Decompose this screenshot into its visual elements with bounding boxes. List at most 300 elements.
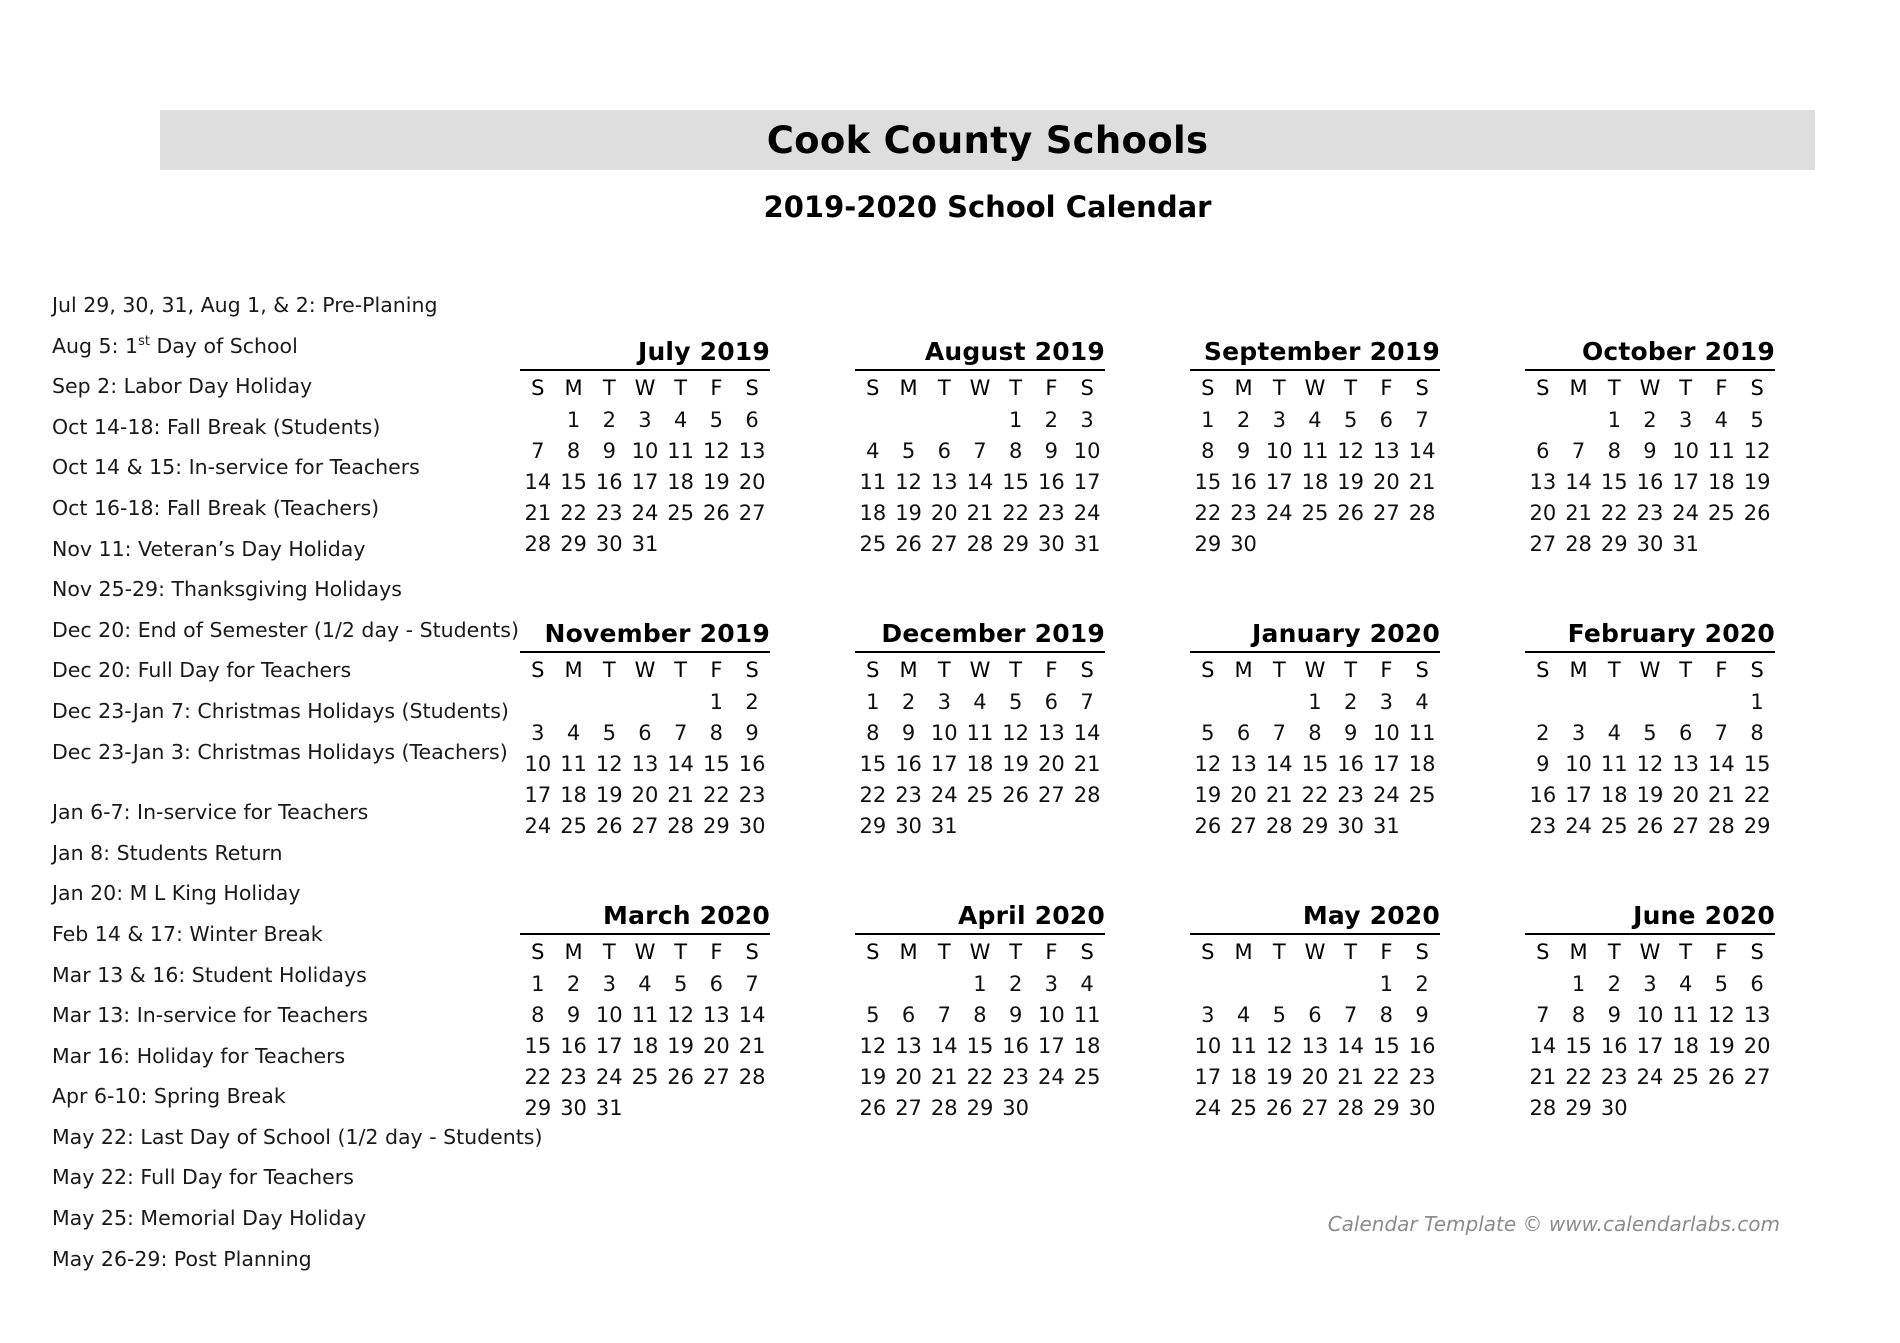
day-cell[interactable]: 28 <box>738 1064 766 1089</box>
day-cell[interactable]: 19 <box>1194 782 1222 807</box>
day-cell[interactable]: 21 <box>966 500 994 525</box>
day-cell[interactable]: 7 <box>1343 1002 1358 1027</box>
day-cell[interactable]: 24 <box>1073 500 1101 525</box>
day-cell[interactable]: 7 <box>745 971 759 996</box>
day-cell[interactable]: 9 <box>1044 438 1059 463</box>
day-cell[interactable]: 21 <box>738 1033 766 1058</box>
day-cell[interactable]: 6 <box>1678 720 1693 745</box>
day-cell[interactable]: 25 <box>1073 1064 1101 1089</box>
day-cell[interactable]: 18 <box>1301 469 1329 494</box>
day-cell[interactable]: 2 <box>1415 971 1429 996</box>
day-cell[interactable]: 31 <box>1073 531 1101 556</box>
day-cell[interactable]: 28 <box>1073 782 1101 807</box>
day-cell[interactable]: 6 <box>709 971 724 996</box>
day-cell[interactable]: 28 <box>1337 1095 1365 1120</box>
day-cell[interactable]: 10 <box>595 1002 623 1027</box>
day-cell[interactable]: 16 <box>1230 469 1257 494</box>
day-cell[interactable]: 16 <box>1636 469 1664 494</box>
day-cell[interactable]: 13 <box>1672 751 1700 776</box>
day-cell[interactable]: 1 <box>709 689 724 714</box>
day-cell[interactable]: 9 <box>1643 438 1657 463</box>
day-cell[interactable]: 9 <box>1008 1002 1023 1027</box>
day-cell[interactable]: 6 <box>1236 720 1251 745</box>
day-cell[interactable]: 14 <box>1408 438 1436 463</box>
day-cell[interactable]: 30 <box>738 813 766 838</box>
day-cell[interactable]: 1 <box>566 407 581 432</box>
day-cell[interactable]: 20 <box>1743 1033 1771 1058</box>
day-cell[interactable]: 22 <box>560 500 587 525</box>
day-cell[interactable]: 2 <box>1643 407 1657 432</box>
day-cell[interactable]: 10 <box>524 751 552 776</box>
day-cell[interactable]: 8 <box>1379 1002 1394 1027</box>
day-cell[interactable]: 15 <box>1194 469 1222 494</box>
day-cell[interactable]: 3 <box>638 407 652 432</box>
day-cell[interactable]: 2 <box>745 689 759 714</box>
day-cell[interactable]: 3 <box>602 971 616 996</box>
day-cell[interactable]: 1 <box>1607 407 1621 432</box>
day-cell[interactable]: 17 <box>1636 1033 1664 1058</box>
day-cell[interactable]: 2 <box>1343 689 1358 714</box>
day-cell[interactable]: 10 <box>1265 438 1293 463</box>
day-cell[interactable]: 14 <box>738 1002 766 1027</box>
day-cell[interactable]: 31 <box>1672 531 1700 556</box>
day-cell[interactable]: 26 <box>1002 782 1030 807</box>
day-cell[interactable]: 17 <box>631 469 659 494</box>
day-cell[interactable]: 10 <box>631 438 659 463</box>
day-cell[interactable]: 30 <box>1002 1095 1030 1120</box>
day-cell[interactable]: 28 <box>1408 500 1436 525</box>
day-cell[interactable]: 3 <box>1678 407 1693 432</box>
day-cell[interactable]: 11 <box>560 751 587 776</box>
day-cell[interactable]: 15 <box>966 1033 994 1058</box>
day-cell[interactable]: 4 <box>1308 407 1322 432</box>
day-cell[interactable]: 27 <box>1743 1064 1771 1089</box>
day-cell[interactable]: 13 <box>631 751 659 776</box>
day-cell[interactable]: 7 <box>1272 720 1286 745</box>
day-cell[interactable]: 12 <box>1743 438 1771 463</box>
day-cell[interactable]: 5 <box>1714 971 1729 996</box>
day-cell[interactable]: 27 <box>1672 813 1700 838</box>
day-cell[interactable]: 25 <box>1301 500 1329 525</box>
day-cell[interactable]: 9 <box>1343 720 1358 745</box>
day-cell[interactable]: 2 <box>1236 407 1251 432</box>
day-cell[interactable]: 15 <box>1565 1033 1592 1058</box>
day-cell[interactable]: 22 <box>859 782 887 807</box>
day-cell[interactable]: 8 <box>1201 438 1215 463</box>
day-cell[interactable]: 3 <box>1272 407 1286 432</box>
day-cell[interactable]: 7 <box>1080 689 1094 714</box>
day-cell[interactable]: 27 <box>895 1095 922 1120</box>
day-cell[interactable]: 7 <box>1536 1002 1550 1027</box>
day-cell[interactable]: 27 <box>738 500 766 525</box>
day-cell[interactable]: 10 <box>1565 751 1592 776</box>
day-cell[interactable]: 31 <box>930 813 958 838</box>
day-cell[interactable]: 25 <box>859 531 887 556</box>
day-cell[interactable]: 21 <box>930 1064 958 1089</box>
day-cell[interactable]: 22 <box>1743 782 1771 807</box>
day-cell[interactable]: 11 <box>859 469 887 494</box>
day-cell[interactable]: 1 <box>1308 689 1322 714</box>
day-cell[interactable]: 22 <box>524 1064 552 1089</box>
day-cell[interactable]: 3 <box>531 720 545 745</box>
day-cell[interactable]: 5 <box>901 438 916 463</box>
day-cell[interactable]: 15 <box>524 1033 552 1058</box>
day-cell[interactable]: 27 <box>703 1064 730 1089</box>
day-cell[interactable]: 20 <box>1301 1064 1329 1089</box>
day-cell[interactable]: 12 <box>859 1033 887 1058</box>
day-cell[interactable]: 25 <box>631 1064 659 1089</box>
day-cell[interactable]: 24 <box>1636 1064 1664 1089</box>
day-cell[interactable]: 29 <box>524 1095 552 1120</box>
day-cell[interactable]: 5 <box>1272 1002 1286 1027</box>
day-cell[interactable]: 9 <box>901 720 916 745</box>
day-cell[interactable]: 16 <box>1002 1033 1030 1058</box>
day-cell[interactable]: 22 <box>1002 500 1030 525</box>
day-cell[interactable]: 12 <box>1002 720 1030 745</box>
day-cell[interactable]: 11 <box>1230 1033 1257 1058</box>
day-cell[interactable]: 19 <box>595 782 623 807</box>
day-cell[interactable]: 24 <box>930 782 958 807</box>
day-cell[interactable]: 10 <box>1672 438 1700 463</box>
day-cell[interactable]: 23 <box>738 782 766 807</box>
day-cell[interactable]: 26 <box>667 1064 695 1089</box>
day-cell[interactable]: 6 <box>1308 1002 1322 1027</box>
day-cell[interactable]: 20 <box>1529 500 1557 525</box>
day-cell[interactable]: 4 <box>1607 720 1621 745</box>
day-cell[interactable]: 20 <box>1230 782 1257 807</box>
day-cell[interactable]: 21 <box>1565 500 1592 525</box>
day-cell[interactable]: 8 <box>1008 438 1023 463</box>
day-cell[interactable]: 5 <box>1343 407 1358 432</box>
day-cell[interactable]: 21 <box>1408 469 1436 494</box>
day-cell[interactable]: 27 <box>930 531 958 556</box>
day-cell[interactable]: 13 <box>1301 1033 1329 1058</box>
day-cell[interactable]: 5 <box>709 407 724 432</box>
day-cell[interactable]: 7 <box>1415 407 1429 432</box>
day-cell[interactable]: 30 <box>1038 531 1065 556</box>
day-cell[interactable]: 6 <box>1379 407 1394 432</box>
day-cell[interactable]: 24 <box>1194 1095 1222 1120</box>
day-cell[interactable]: 14 <box>1073 720 1101 745</box>
day-cell[interactable]: 27 <box>1529 531 1557 556</box>
day-cell[interactable]: 3 <box>1080 407 1094 432</box>
day-cell[interactable]: 27 <box>1301 1095 1329 1120</box>
day-cell[interactable]: 10 <box>1073 438 1101 463</box>
day-cell[interactable]: 14 <box>1337 1033 1365 1058</box>
day-cell[interactable]: 15 <box>1301 751 1329 776</box>
day-cell[interactable]: 12 <box>1265 1033 1293 1058</box>
day-cell[interactable]: 29 <box>1194 531 1222 556</box>
day-cell[interactable]: 15 <box>1002 469 1030 494</box>
day-cell[interactable]: 13 <box>1743 1002 1771 1027</box>
day-cell[interactable]: 8 <box>1308 720 1322 745</box>
day-cell[interactable]: 24 <box>1373 782 1400 807</box>
day-cell[interactable]: 8 <box>1750 720 1764 745</box>
day-cell[interactable]: 17 <box>1672 469 1700 494</box>
day-cell[interactable]: 14 <box>1565 469 1592 494</box>
day-cell[interactable]: 29 <box>1301 813 1329 838</box>
day-cell[interactable]: 14 <box>524 469 552 494</box>
day-cell[interactable]: 19 <box>1265 1064 1293 1089</box>
day-cell[interactable]: 3 <box>1379 689 1394 714</box>
day-cell[interactable]: 19 <box>1002 751 1030 776</box>
day-cell[interactable]: 26 <box>895 531 922 556</box>
day-cell[interactable]: 18 <box>667 469 695 494</box>
day-cell[interactable]: 30 <box>1230 531 1257 556</box>
day-cell[interactable]: 13 <box>703 1002 730 1027</box>
day-cell[interactable]: 20 <box>1038 751 1065 776</box>
day-cell[interactable]: 1 <box>1571 971 1586 996</box>
day-cell[interactable]: 30 <box>595 531 623 556</box>
day-cell[interactable]: 16 <box>560 1033 587 1058</box>
day-cell[interactable]: 17 <box>1073 469 1101 494</box>
day-cell[interactable]: 25 <box>667 500 695 525</box>
day-cell[interactable]: 1 <box>1379 971 1394 996</box>
day-cell[interactable]: 29 <box>1002 531 1030 556</box>
day-cell[interactable]: 28 <box>966 531 994 556</box>
day-cell[interactable]: 20 <box>703 1033 730 1058</box>
day-cell[interactable]: 26 <box>703 500 730 525</box>
day-cell[interactable]: 20 <box>895 1064 922 1089</box>
day-cell[interactable]: 7 <box>1714 720 1729 745</box>
day-cell[interactable]: 14 <box>667 751 695 776</box>
day-cell[interactable]: 25 <box>1230 1095 1257 1120</box>
day-cell[interactable]: 18 <box>1230 1064 1257 1089</box>
day-cell[interactable]: 20 <box>930 500 958 525</box>
day-cell[interactable]: 11 <box>1600 751 1628 776</box>
day-cell[interactable]: 2 <box>901 689 916 714</box>
day-cell[interactable]: 17 <box>1194 1064 1222 1089</box>
day-cell[interactable]: 8 <box>973 1002 987 1027</box>
day-cell[interactable]: 22 <box>1194 500 1222 525</box>
day-cell[interactable]: 8 <box>566 438 581 463</box>
day-cell[interactable]: 12 <box>703 438 730 463</box>
day-cell[interactable]: 11 <box>1708 438 1735 463</box>
day-cell[interactable]: 20 <box>1373 469 1400 494</box>
day-cell[interactable]: 23 <box>1230 500 1257 525</box>
day-cell[interactable]: 2 <box>1008 971 1023 996</box>
day-cell[interactable]: 26 <box>595 813 623 838</box>
day-cell[interactable]: 29 <box>560 531 587 556</box>
day-cell[interactable]: 16 <box>595 469 623 494</box>
day-cell[interactable]: 24 <box>524 813 552 838</box>
day-cell[interactable]: 18 <box>631 1033 659 1058</box>
day-cell[interactable]: 4 <box>866 438 880 463</box>
day-cell[interactable]: 29 <box>703 813 730 838</box>
day-cell[interactable]: 17 <box>1373 751 1400 776</box>
day-cell[interactable]: 12 <box>667 1002 695 1027</box>
day-cell[interactable]: 21 <box>1529 1064 1557 1089</box>
day-cell[interactable]: 8 <box>866 720 880 745</box>
day-cell[interactable]: 12 <box>1337 438 1365 463</box>
day-cell[interactable]: 12 <box>1194 751 1222 776</box>
day-cell[interactable]: 22 <box>703 782 730 807</box>
day-cell[interactable]: 25 <box>1600 813 1628 838</box>
day-cell[interactable]: 31 <box>595 1095 623 1120</box>
day-cell[interactable]: 22 <box>1373 1064 1400 1089</box>
day-cell[interactable]: 30 <box>1636 531 1664 556</box>
day-cell[interactable]: 19 <box>667 1033 695 1058</box>
day-cell[interactable]: 27 <box>631 813 659 838</box>
day-cell[interactable]: 9 <box>1415 1002 1429 1027</box>
day-cell[interactable]: 26 <box>1743 500 1771 525</box>
day-cell[interactable]: 18 <box>1408 751 1436 776</box>
day-cell[interactable]: 28 <box>524 531 552 556</box>
day-cell[interactable]: 31 <box>631 531 659 556</box>
day-cell[interactable]: 12 <box>595 751 623 776</box>
day-cell[interactable]: 18 <box>966 751 994 776</box>
day-cell[interactable]: 14 <box>1265 751 1293 776</box>
day-cell[interactable]: 28 <box>667 813 695 838</box>
day-cell[interactable]: 5 <box>1008 689 1023 714</box>
day-cell[interactable]: 18 <box>1073 1033 1101 1058</box>
day-cell[interactable]: 17 <box>595 1033 623 1058</box>
day-cell[interactable]: 26 <box>859 1095 887 1120</box>
day-cell[interactable]: 29 <box>859 813 887 838</box>
day-cell[interactable]: 7 <box>1571 438 1586 463</box>
day-cell[interactable]: 9 <box>602 438 616 463</box>
day-cell[interactable]: 13 <box>930 469 958 494</box>
day-cell[interactable]: 29 <box>1600 531 1628 556</box>
day-cell[interactable]: 14 <box>930 1033 958 1058</box>
day-cell[interactable]: 6 <box>745 407 759 432</box>
day-cell[interactable]: 8 <box>1607 438 1621 463</box>
day-cell[interactable]: 6 <box>1044 689 1059 714</box>
day-cell[interactable]: 10 <box>1194 1033 1222 1058</box>
day-cell[interactable]: 25 <box>1408 782 1436 807</box>
day-cell[interactable]: 13 <box>1529 469 1557 494</box>
day-cell[interactable]: 4 <box>1236 1002 1251 1027</box>
day-cell[interactable]: 8 <box>709 720 724 745</box>
day-cell[interactable]: 30 <box>1337 813 1365 838</box>
day-cell[interactable]: 3 <box>1643 971 1657 996</box>
day-cell[interactable]: 19 <box>1636 782 1664 807</box>
day-cell[interactable]: 25 <box>560 813 587 838</box>
day-cell[interactable]: 15 <box>703 751 730 776</box>
day-cell[interactable]: 14 <box>1529 1033 1557 1058</box>
day-cell[interactable]: 14 <box>966 469 994 494</box>
day-cell[interactable]: 2 <box>1536 720 1550 745</box>
day-cell[interactable]: 27 <box>1373 500 1400 525</box>
day-cell[interactable]: 24 <box>1565 813 1592 838</box>
day-cell[interactable]: 4 <box>1415 689 1429 714</box>
day-cell[interactable]: 19 <box>1743 469 1771 494</box>
day-cell[interactable]: 20 <box>1672 782 1700 807</box>
day-cell[interactable]: 7 <box>937 1002 951 1027</box>
day-cell[interactable]: 1 <box>1201 407 1215 432</box>
day-cell[interactable]: 24 <box>1672 500 1700 525</box>
day-cell[interactable]: 23 <box>1002 1064 1030 1089</box>
day-cell[interactable]: 29 <box>1373 1095 1400 1120</box>
day-cell[interactable]: 9 <box>745 720 759 745</box>
day-cell[interactable]: 21 <box>1337 1064 1365 1089</box>
day-cell[interactable]: 7 <box>973 438 987 463</box>
day-cell[interactable]: 24 <box>1038 1064 1065 1089</box>
day-cell[interactable]: 16 <box>1529 782 1557 807</box>
day-cell[interactable]: 12 <box>895 469 922 494</box>
day-cell[interactable]: 31 <box>1373 813 1400 838</box>
day-cell[interactable]: 11 <box>631 1002 659 1027</box>
day-cell[interactable]: 15 <box>1373 1033 1400 1058</box>
day-cell[interactable]: 19 <box>1337 469 1365 494</box>
day-cell[interactable]: 25 <box>1708 500 1735 525</box>
day-cell[interactable]: 16 <box>1337 751 1365 776</box>
day-cell[interactable]: 23 <box>1529 813 1557 838</box>
day-cell[interactable]: 23 <box>895 782 922 807</box>
day-cell[interactable]: 15 <box>1743 751 1771 776</box>
day-cell[interactable]: 26 <box>1194 813 1222 838</box>
day-cell[interactable]: 17 <box>930 751 958 776</box>
day-cell[interactable]: 21 <box>1708 782 1735 807</box>
day-cell[interactable]: 22 <box>1565 1064 1592 1089</box>
day-cell[interactable]: 28 <box>1265 813 1293 838</box>
day-cell[interactable]: 28 <box>1708 813 1735 838</box>
day-cell[interactable]: 20 <box>738 469 766 494</box>
day-cell[interactable]: 17 <box>1038 1033 1065 1058</box>
day-cell[interactable]: 12 <box>1636 751 1664 776</box>
day-cell[interactable]: 24 <box>631 500 659 525</box>
day-cell[interactable]: 23 <box>595 500 623 525</box>
day-cell[interactable]: 8 <box>531 1002 545 1027</box>
day-cell[interactable]: 5 <box>1201 720 1215 745</box>
day-cell[interactable]: 15 <box>560 469 587 494</box>
day-cell[interactable]: 18 <box>560 782 587 807</box>
day-cell[interactable]: 18 <box>1708 469 1735 494</box>
day-cell[interactable]: 23 <box>560 1064 587 1089</box>
day-cell[interactable]: 30 <box>1408 1095 1436 1120</box>
day-cell[interactable]: 29 <box>1565 1095 1592 1120</box>
day-cell[interactable]: 29 <box>1743 813 1771 838</box>
day-cell[interactable]: 1 <box>1750 689 1764 714</box>
day-cell[interactable]: 28 <box>1565 531 1592 556</box>
day-cell[interactable]: 3 <box>937 689 951 714</box>
day-cell[interactable]: 15 <box>859 751 887 776</box>
day-cell[interactable]: 9 <box>1236 438 1251 463</box>
day-cell[interactable]: 4 <box>1080 971 1094 996</box>
day-cell[interactable]: 28 <box>1529 1095 1557 1120</box>
day-cell[interactable]: 9 <box>566 1002 581 1027</box>
day-cell[interactable]: 21 <box>1265 782 1293 807</box>
day-cell[interactable]: 19 <box>703 469 730 494</box>
day-cell[interactable]: 13 <box>1230 751 1257 776</box>
day-cell[interactable]: 14 <box>1708 751 1735 776</box>
day-cell[interactable]: 18 <box>1600 782 1628 807</box>
day-cell[interactable]: 15 <box>1600 469 1628 494</box>
day-cell[interactable]: 2 <box>566 971 581 996</box>
day-cell[interactable]: 9 <box>1607 1002 1621 1027</box>
day-cell[interactable]: 12 <box>1708 1002 1735 1027</box>
day-cell[interactable]: 23 <box>1636 500 1664 525</box>
day-cell[interactable]: 1 <box>866 689 880 714</box>
day-cell[interactable]: 4 <box>566 720 581 745</box>
day-cell[interactable]: 28 <box>930 1095 958 1120</box>
day-cell[interactable]: 4 <box>638 971 652 996</box>
day-cell[interactable]: 16 <box>1038 469 1065 494</box>
day-cell[interactable]: 16 <box>738 751 766 776</box>
day-cell[interactable]: 11 <box>1073 1002 1101 1027</box>
day-cell[interactable]: 23 <box>1337 782 1365 807</box>
day-cell[interactable]: 22 <box>966 1064 994 1089</box>
day-cell[interactable]: 7 <box>531 438 545 463</box>
day-cell[interactable]: 13 <box>1038 720 1065 745</box>
day-cell[interactable]: 10 <box>1373 720 1400 745</box>
day-cell[interactable]: 27 <box>1230 813 1257 838</box>
day-cell[interactable]: 9 <box>1536 751 1550 776</box>
day-cell[interactable]: 18 <box>859 500 887 525</box>
day-cell[interactable]: 23 <box>1600 1064 1628 1089</box>
day-cell[interactable]: 16 <box>1408 1033 1436 1058</box>
day-cell[interactable]: 16 <box>895 751 922 776</box>
